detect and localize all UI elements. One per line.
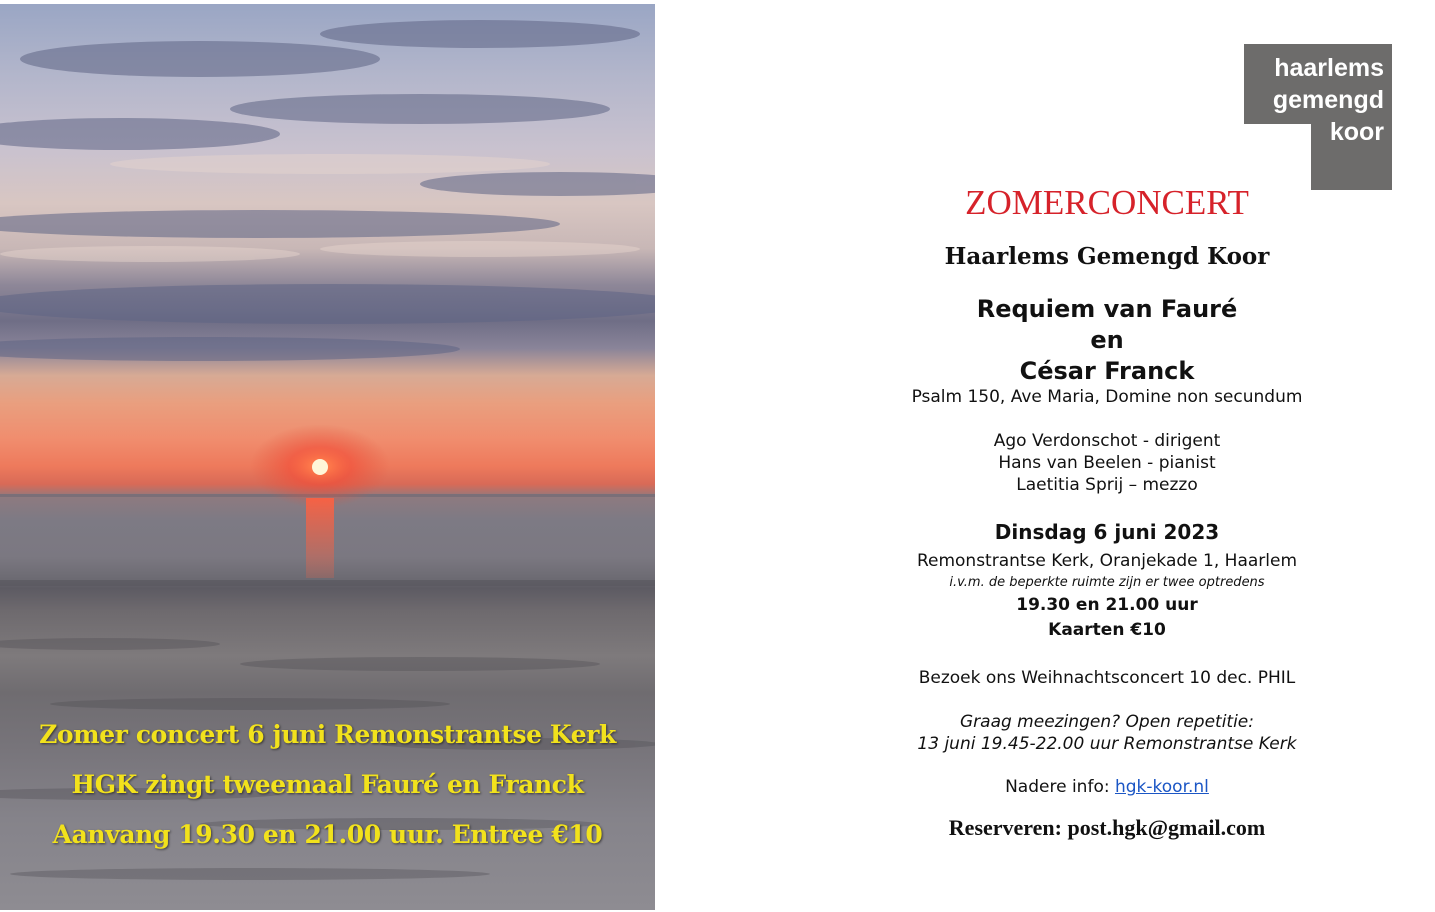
- ticket-price: Kaarten €10: [1048, 620, 1166, 640]
- website-link[interactable]: hgk-koor.nl: [1114, 777, 1209, 797]
- performers-list: [870, 430, 1344, 496]
- concert-date: Dinsdag 6 juni 2023: [994, 520, 1220, 544]
- reservation-contact: Reserveren: post.hgk@gmail.com: [948, 815, 1266, 840]
- choir-name: Haarlems Gemengd Koor: [944, 243, 1270, 270]
- more-info: [870, 776, 1344, 798]
- photo-caption-line-3: Aanvang 19.30 en 21.00 uur. Entree €10: [52, 820, 603, 849]
- work-line-2: en: [1090, 326, 1124, 354]
- logo-line-2: gemengd: [1272, 86, 1384, 114]
- photo-caption-line-2: HGK zingt tweemaal Fauré en Franck: [71, 770, 584, 799]
- performer-mezzo: Laetitia Sprij – mezzo: [1016, 475, 1198, 495]
- logo-line-1: haarlems: [1274, 54, 1384, 82]
- open-rehearsal: [870, 711, 1344, 755]
- poster-title: ZOMERCONCERT: [965, 183, 1249, 222]
- performer-pianist: Hans van Beelen - pianist: [998, 453, 1216, 473]
- work-line-3: César Franck: [1019, 357, 1195, 385]
- sunset-photo: [0, 4, 655, 910]
- concert-venue: Remonstrantse Kerk, Oranjekade 1, Haarlem: [916, 551, 1298, 571]
- concert-times: 19.30 en 21.00 uur: [1016, 595, 1198, 615]
- works-extra: Psalm 150, Ave Maria, Domine non secundum: [911, 387, 1303, 407]
- logo-line-3: koor: [1329, 118, 1384, 146]
- sun: [312, 459, 328, 475]
- program-works: [870, 294, 1344, 387]
- performer-conductor: Ago Verdonschot - dirigent: [993, 431, 1221, 451]
- logo-text: [1273, 52, 1384, 148]
- open-rehearsal-line-2: 13 juni 19.45-22.00 uur Remonstrantse Kerk: [917, 734, 1297, 754]
- christmas-concert-notice: Bezoek ons Weihnachtsconcert 10 dec. PHIL: [918, 668, 1296, 688]
- photo-caption-line-1: Zomer concert 6 juni Remonstrantse Kerk: [39, 720, 616, 749]
- capacity-note: i.v.m. de beperkte ruimte zijn er twee optredens: [949, 575, 1265, 590]
- waterline: [0, 580, 655, 586]
- more-info-label: Nadere info:: [1005, 777, 1115, 797]
- cloud-bands: [0, 20, 655, 361]
- open-rehearsal-line-1: Graag meezingen? Open repetitie:: [959, 712, 1254, 732]
- sun-reflection: [306, 498, 334, 578]
- work-line-1: Requiem van Fauré: [976, 295, 1238, 323]
- light-clouds: [0, 154, 640, 262]
